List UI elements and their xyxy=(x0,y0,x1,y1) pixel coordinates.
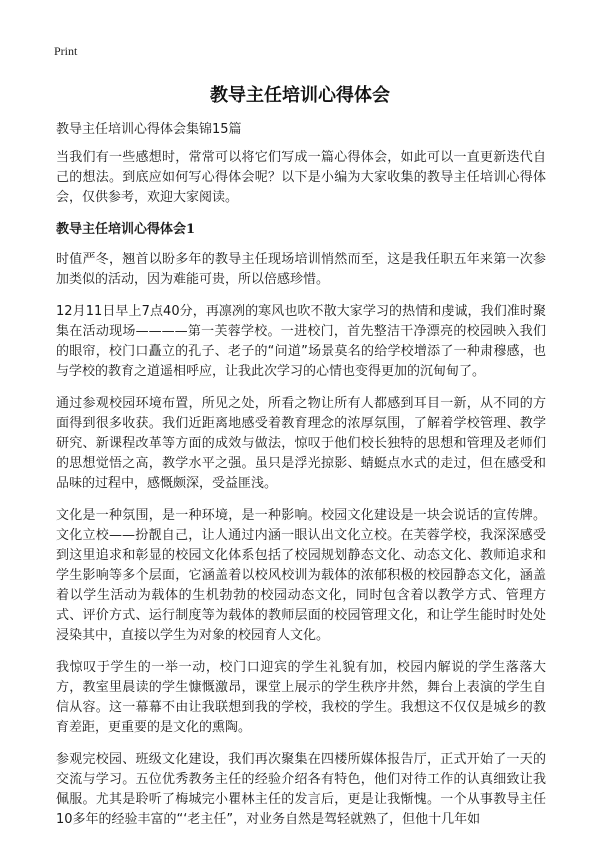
body-paragraph: 通过参观校园环境布置，所见之处，所看之物让所有人都感到耳目一新，从不同的方面得到很多收获。我们近距离地感受着教育理念的浓厚氛围，了解着学校管理、教学研究、新课程改革等方面的成效与做法，惊叹于他们校长独特的思想和管理及老师们的思想觉悟之高，教学水平之强。虽只是浮光掠影、蜻蜓点水式的走过，但在感受和品味的过程中，感慨颇深，受益匪浅。 xyxy=(56,396,546,491)
document-title: 教导主任培训心得体会 xyxy=(210,85,390,106)
body-paragraph: 参观完校园、班级文化建设，我们再次聚集在四楼所媒体报告厅，正式开始了一天的交流与学习。五位优秀教务主任的经验介绍各有特色，他们对待工作的认真细致让我佩服。尤其是聆听了梅城完小瞿林主任的发言后，更是让我惭愧。一个从事教导主任10多年的经验丰富的“‘老主任”，对业务自然是驾轻就熟了，但他十几年如 xyxy=(56,752,546,827)
body-paragraph: 时值严冬，翘首以盼多年的教导主任现场培训悄然而至，这是我任职五年来第一次参加类似的活动，因为难能可贵，所以倍感珍惜。 xyxy=(56,252,546,287)
body-paragraph: 文化是一种氛围，是一种环境，是一种影响。校园文化建设是一块会说话的宣传牌。文化立校——扮靓自己，让人通过内涵一眼认出文化立校。在芙蓉学校，我深深感受到这里追求和彰显的校园文化体系包括了校园规划静态文化、动态文化、教师追求和学生影响等多个层面，它涵盖着以校风校训为载体的浓郁积极的校园静态文化，涵盖着以学生活动为载体的生机勃勃的校园动态文化，同时包含着以教学方式、管理方式、评价方式、运行制度等为载体的教师层面的校园管理文化，和让学生能时时处处浸染其中，直接以学生为对象的校园育人文化。 xyxy=(56,508,546,643)
document-subtitle: 教导主任培训心得体会集锦15篇 xyxy=(56,122,242,137)
document-body xyxy=(56,120,546,842)
intro-paragraph: 当我们有一些感想时，常常可以将它们写成一篇心得体会，如此可以一直更新迭代自己的想法。到底应如何写心得体会呢？以下是小编为大家收集的教导主任培训心得体会，仅供参考，欢迎大家阅读。 xyxy=(56,150,546,205)
section-heading: 教导主任培训心得体会1 xyxy=(56,222,196,237)
print-link[interactable]: Print xyxy=(54,44,78,58)
body-paragraph: 我惊叹于学生的一举一动，校门口迎宾的学生礼貌有加，校园内解说的学生落落大方，教室里晨读的学生慷慨激昂，课堂上展示的学生秩序井然，舞台上表演的学生自信从容。这一幕幕不由让我联想到我的学校，我校的学生。我想这不仅仅是城乡的教育差距，更重要的是文化的熏陶。 xyxy=(56,660,546,735)
body-paragraph: 12月11日早上7点40分，再凛冽的寒风也吹不散大家学习的热情和虔诚，我们准时聚集在活动现场————第一芙蓉学校。一进校门，首先整洁干净漂亮的校园映入我们的眼帘，校门口矗立的孔子、老子的“问道”场景莫名的给学校增添了一种肃穆感，也与学校的教育之道遥相呼应，让我此次学习的心情也变得更加的沉甸甸了。 xyxy=(56,304,546,379)
